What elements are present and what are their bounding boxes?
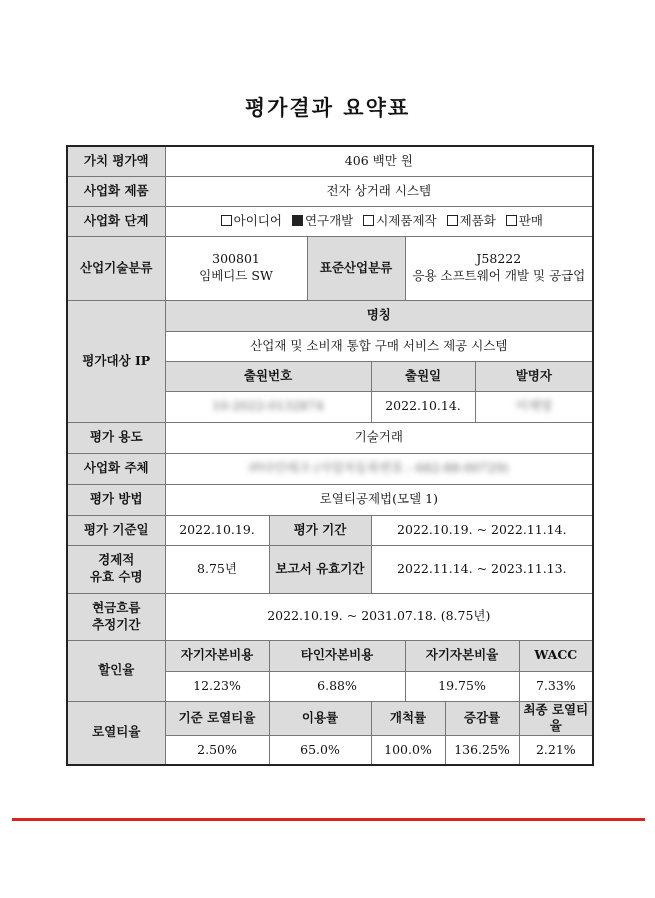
- discount-equity-cost: 12.23%: [165, 671, 269, 701]
- row-product: [67, 176, 593, 206]
- ip-date: 2022.10.14.: [371, 391, 475, 422]
- stage-options: [165, 206, 593, 236]
- row-cashflow: [67, 593, 593, 640]
- stage-checkbox-sales: [506, 215, 517, 226]
- summary-table: [66, 145, 594, 766]
- royalty-header-base: 기준 로열티율: [165, 701, 269, 736]
- base-date-label: 평가 기준일: [67, 515, 165, 545]
- royalty-header-usage: 이용률: [269, 701, 371, 736]
- row-ip-name-header: [67, 300, 593, 331]
- std-industry-name: 응용 소프트웨어 개발 및 공급업: [412, 268, 586, 283]
- discount-label: 할인율: [67, 640, 165, 701]
- royalty-label: 로열티율: [67, 701, 165, 765]
- stage-checkbox-prototype: [363, 215, 374, 226]
- stage-option-idea: 아이디어: [233, 212, 282, 228]
- stage-checkbox-rnd: [292, 215, 303, 226]
- useful-life-label: [67, 545, 165, 593]
- royalty-base: 2.50%: [165, 736, 269, 765]
- method-text: 로열티공제법(모델 1): [165, 484, 593, 515]
- method-label: 평가 방법: [67, 484, 165, 515]
- discount-header-equity-ratio: 자기자본비율: [405, 640, 519, 671]
- validity: 2022.11.14. ~ 2023.11.13.: [371, 545, 593, 593]
- industry-code: 300801: [212, 251, 260, 267]
- product-label: 사업화 제품: [67, 176, 165, 206]
- std-industry-code: J58222: [476, 251, 522, 267]
- std-industry-label: 표준산업분류: [307, 236, 405, 300]
- useful-life: 8.75년: [165, 545, 269, 593]
- cashflow-label-line2: 추정기간: [92, 616, 141, 632]
- row-industry: [67, 236, 593, 300]
- period-label: 평가 기간: [269, 515, 371, 545]
- cashflow-text: 2022.10.19. ~ 2031.07.18. (8.75년): [165, 593, 593, 640]
- std-industry-cell: [405, 236, 593, 300]
- stage-checkbox-idea: [221, 215, 232, 226]
- ip-inventor: 이재영: [475, 391, 593, 422]
- ip-app-no-header: 출원번호: [165, 361, 371, 391]
- stage-checkbox-product: [447, 215, 458, 226]
- validity-label: 보고서 유효기간: [269, 545, 371, 593]
- stage-label: 사업화 단계: [67, 206, 165, 236]
- royalty-final: 2.21%: [519, 736, 593, 765]
- value-label: 가치 평가액: [67, 146, 165, 176]
- entity-text: ㈜다인테크 (사업자등록번호 : 682-88-00729): [165, 453, 593, 484]
- royalty-header-final: 최종 로열티율: [519, 701, 593, 736]
- discount-wacc: 7.33%: [519, 671, 593, 701]
- useful-life-label-line2: 유효 수명: [89, 569, 143, 584]
- ip-app-no: 10-2022-0132874: [165, 391, 371, 422]
- royalty-header-pioneer: 개척률: [371, 701, 445, 736]
- stage-option-rnd: 연구개발: [304, 212, 354, 228]
- discount-header-equity-cost: 자기자본비용: [165, 640, 269, 671]
- row-useful-life: [67, 545, 593, 593]
- stage-option-sales: 판매: [518, 212, 543, 228]
- row-entity: [67, 453, 593, 484]
- stage-option-prototype: 시제품제작: [376, 212, 437, 228]
- base-date: 2022.10.19.: [165, 515, 269, 545]
- row-purpose: [67, 422, 593, 453]
- purpose-text: 기술거래: [165, 422, 593, 453]
- value-text: 406 백만 원: [165, 146, 593, 176]
- ip-date-header: 출원일: [371, 361, 475, 391]
- row-base-date: [67, 515, 593, 545]
- royalty-change: 136.25%: [445, 736, 519, 765]
- product-text: 전자 상거래 시스템: [165, 176, 593, 206]
- entity-label: 사업화 주체: [67, 453, 165, 484]
- ip-name: 산업재 및 소비재 통합 구매 서비스 제공 시스템: [165, 331, 593, 361]
- useful-life-label-line1: 경제적: [98, 552, 135, 568]
- ip-inventor-header: 발명자: [475, 361, 593, 391]
- row-value: [67, 146, 593, 176]
- royalty-usage: 65.0%: [269, 736, 371, 765]
- page-title: 평가결과 요약표: [244, 95, 411, 120]
- row-method: [67, 484, 593, 515]
- cashflow-label-line1: 현금흐름: [92, 599, 141, 615]
- ip-name-header: 명칭: [165, 300, 593, 331]
- discount-equity-ratio: 19.75%: [405, 671, 519, 701]
- industry-cell: [165, 236, 307, 300]
- purpose-label: 평가 용도: [67, 422, 165, 453]
- row-stage: [67, 206, 593, 236]
- discount-debt-cost: 6.88%: [269, 671, 405, 701]
- royalty-pioneer: 100.0%: [371, 736, 445, 765]
- period: 2022.10.19. ~ 2022.11.14.: [371, 515, 593, 545]
- row-discount-header: [67, 640, 593, 671]
- cashflow-label: [67, 593, 165, 640]
- discount-header-wacc: WACC: [519, 640, 593, 671]
- industry-label: 산업기술분류: [67, 236, 165, 300]
- ip-label: 평가대상 IP: [67, 300, 165, 422]
- industry-name: 임베디드 SW: [199, 268, 273, 283]
- stage-option-product: 제품화: [459, 212, 496, 228]
- row-royalty-header: [67, 701, 593, 736]
- footer-divider: [12, 818, 645, 821]
- royalty-header-change: 증감률: [445, 701, 519, 736]
- discount-header-debt-cost: 타인자본비용: [269, 640, 405, 671]
